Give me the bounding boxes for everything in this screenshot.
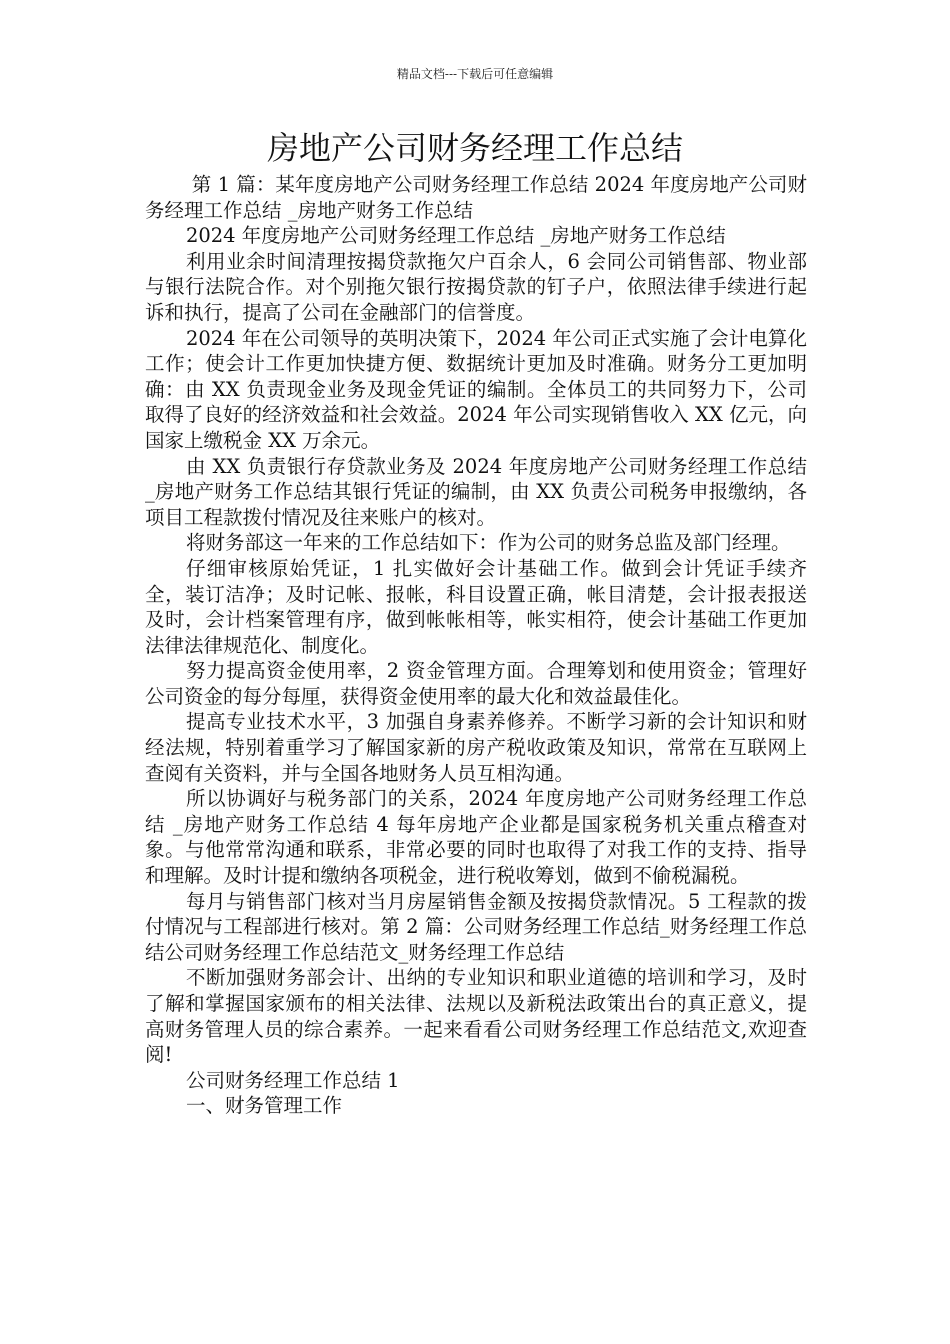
paragraph: 2024 年在公司领导的英明决策下，2024 年公司正式实施了会计电算化工作；使会计工作更加快捷方便、数据统计更加及时准确。财务分工更加明确：由 XX 负责现金业务及现金凭证的编制。全体员工的共同努力下，公司取得了良好的经济效益和社会效益。2024 年公司实现销售收入 XX 亿元，向国家上缴税金 XX 万余元。 (145, 326, 807, 452)
page-header: 精品文档---下载后可任意编辑 (396, 67, 554, 81)
paragraph: 每月与销售部门核对当月房屋销售金额及按揭贷款情况。5 工程款的拨付情况与工程部进行核对。第 2 篇：公司财务经理工作总结_财务经理工作总结公司财务经理工作总结范文_财务经理工作总结 (145, 889, 807, 964)
paragraph: 2024 年度房地产公司财务经理工作总结 _房地产财务工作总结 (185, 224, 726, 248)
paragraph: 第 1 篇：某年度房地产公司财务经理工作总结 2024 年度房地产公司财务经理工作总结 _房地产财务工作总结 (145, 173, 807, 222)
paragraph: 不断加强财务部会计、出纳的专业知识和职业道德的培训和学习，及时了解和掌握国家颁布的相关法律、法规以及新税法政策出台的真正意义，提高财务管理人员的综合素养。一起来看看公司财务经理工作总结范文,欢迎查阅! (145, 966, 807, 1067)
paragraph: 努力提高资金使用率，2 资金管理方面。合理筹划和使用资金；管理好公司资金的每分每厘，获得资金使用率的最大化和效益最佳化。 (145, 659, 807, 708)
paragraph: 所以协调好与税务部门的关系，2024 年度房地产公司财务经理工作总结 _房地产财务工作总结 4 每年房地产企业都是国家税务机关重点稽查对象。与他常常沟通和联系，非常必要的同时也取得了对我工作的支持、指导和理解。及时计提和缴纳各项税金，进行税收筹划，做到不偷税漏税。 (145, 787, 807, 888)
paragraph: 提高专业技术水平，3 加强自身素养修养。不断学习新的会计知识和财经法规，特别着重学习了解国家新的房产税收政策及知识，常常在互联网上查阅有关资料，并与全国各地财务人员互相沟通。 (145, 710, 807, 785)
document-body (145, 172, 807, 1119)
paragraph: 将财务部这一年来的工作总结如下：作为公司的财务总监及部门经理。 (185, 531, 791, 555)
section-subheading: 公司财务经理工作总结 1 (185, 1068, 400, 1092)
document-title: 房地产公司财务经理工作总结 (266, 129, 683, 167)
paragraph: 仔细审核原始凭证，1 扎实做好会计基础工作。做到会计凭证手续齐全，装订洁净；及时记帐、报帐，科目设置正确，帐目清楚，会计报表报送及时，会计档案管理有序，做到帐帐相等，帐实相符，使会计基础工作更加法律法律规范化、制度化。 (145, 556, 807, 657)
paragraph: 利用业余时间清理按揭贷款拖欠户百余人，6 会同公司销售部、物业部与银行法院合作。对个别拖欠银行按揭贷款的钉子户，依照法律手续进行起诉和执行，提高了公司在金融部门的信誉度。 (145, 249, 807, 324)
paragraph: 由 XX 负责银行存贷款业务及 2024 年度房地产公司财务经理工作总结 _房地产财务工作总结其银行凭证的编制，由 XX 负责公司税务申报缴纳，各项目工程款拨付情况及往来账户的核对。 (145, 454, 807, 529)
section-heading: 一、财务管理工作 (185, 1094, 342, 1118)
